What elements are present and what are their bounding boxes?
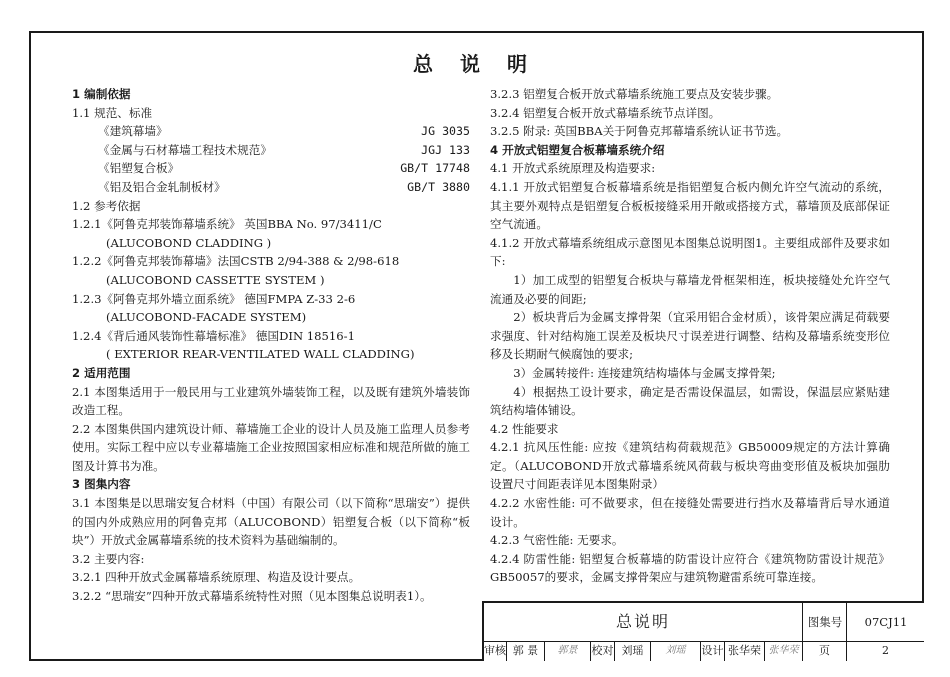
paragraph-4-2-2: 4.2.2 水密性能: 可不做要求，但在接缝处需要进行挡水及幕墙背后导水通道设计。 bbox=[490, 496, 890, 529]
standard-name: 《金属与石材幕墙工程技术规范》 bbox=[98, 142, 272, 157]
drawing-name: 总说明 bbox=[615, 612, 670, 631]
paragraph-2-2: 2.2 本图集供国内建筑设计师、幕墙施工企业的设计人员及施工监理人员参考使用。实际工程中应以专业幕墙施工企业按照国家相应标准和规范所做的施工图及计算书为准。 bbox=[72, 421, 470, 473]
list-item: 4）根据热工设计要求，确定是否需设保温层，如需设，保温层应紧贴建筑结构墙体铺设。 bbox=[490, 384, 890, 418]
reference-english: (ALUCOBOND CLADDING ) bbox=[106, 235, 272, 250]
reference-english: (ALUCOBOND-FACADE SYSTEM) bbox=[106, 310, 307, 325]
checker-name: 刘瑶 bbox=[614, 641, 650, 661]
paragraph-3-2-5: 3.2.5 附录: 英国BBA关于阿鲁克邦幕墙系统认证书节选。 bbox=[490, 124, 789, 139]
title-block-row-top bbox=[484, 603, 924, 642]
paragraph-4-2-3: 4.2.3 气密性能: 无要求。 bbox=[490, 533, 624, 548]
paragraph-3-2-2: 3.2.2 “思瑞安”四种开放式幕墙系统特性对照（见本图集总说明表1）。 bbox=[72, 589, 432, 604]
page-title: 总 说 明 bbox=[413, 52, 537, 76]
reference-line: 1.2.2《阿鲁克邦装饰幕墙》法国CSTB 2/94-388 & 2/98-618 bbox=[72, 254, 400, 269]
reference-line: 1.2.1《阿鲁克邦装饰幕墙系统》 英国BBA No. 97/3411/C bbox=[72, 217, 382, 232]
standard-row bbox=[72, 141, 470, 160]
reference-line: 1.2.3《阿鲁克邦外墙立面系统》 德国FMPA Z-33 2-6 bbox=[72, 291, 356, 306]
standard-name: 《铝塑复合板》 bbox=[98, 161, 180, 176]
section-2-heading: 2 适用范围 bbox=[72, 365, 131, 380]
left-column bbox=[72, 85, 470, 606]
designer-name: 张华荣 bbox=[724, 641, 764, 661]
reference-english: (ALUCOBOND CASSETTE SYSTEM ) bbox=[106, 272, 325, 287]
page-number: 2 bbox=[846, 641, 924, 661]
reference-english: ( EXTERIOR REAR-VENTILATED WALL CLADDING) bbox=[106, 347, 415, 362]
designer-signature: 张华荣 bbox=[764, 641, 802, 661]
list-item: 3）金属转接件: 连接建筑结构墙体与金属支撑骨架; bbox=[513, 365, 776, 380]
atlas-label: 图集号 bbox=[802, 603, 847, 641]
section-3-heading: 3 图集内容 bbox=[72, 477, 131, 492]
paragraph-4-1: 4.1 开放式系统原理及构造要求: bbox=[490, 161, 656, 176]
paragraph-3-2-3: 3.2.3 铝塑复合板开放式幕墙系统施工要点及安装步骤。 bbox=[490, 87, 779, 101]
review-label: 审核 bbox=[484, 644, 506, 657]
paragraph-3-2-4: 3.2.4 铝塑复合板开放式幕墙系统节点详图。 bbox=[490, 105, 721, 120]
paragraph-3-2-1: 3.2.1 四种开放式金属幕墙系统原理、构造及设计要点。 bbox=[72, 570, 361, 585]
standard-code: GB/T 17748 bbox=[400, 161, 470, 176]
reviewer-name: 郭 景 bbox=[506, 641, 544, 661]
paragraph-4-2-4: 4.2.4 防雷性能: 铝塑复合板幕墙的防雷设计应符合《建筑物防雷设计规范》GB50057的要求，金属支撑骨架应与建筑物避雷系统可靠连接。 bbox=[490, 551, 890, 585]
section-4-heading: 4 开放式铝塑复合板幕墙系统介绍 bbox=[490, 142, 665, 157]
standard-code: JG 3035 bbox=[421, 124, 470, 139]
standard-row bbox=[72, 178, 470, 197]
paragraph-3-2: 3.2 主要内容: bbox=[72, 551, 145, 566]
design-label: 设计 bbox=[700, 641, 724, 661]
list-item: 1）加工成型的铝塑复合板块与幕墙龙骨框架相连，板块接缝处允许空气流通及必要的间距; bbox=[490, 272, 890, 306]
paragraph-2-1: 2.1 本图集适用于一般民用与工业建筑外墙装饰工程，以及既有建筑外墙装饰改造工程。 bbox=[72, 384, 470, 418]
standard-code: JGJ 133 bbox=[421, 142, 470, 157]
standard-code: GB/T 3880 bbox=[407, 179, 470, 194]
section-1-heading: 1 编制依据 bbox=[72, 87, 131, 101]
reference-line: 1.2.4《背后通风装饰性幕墙标准》 德国DIN 18516-1 bbox=[72, 328, 355, 343]
standard-row bbox=[72, 159, 470, 178]
right-column bbox=[490, 85, 890, 587]
section-1-2: 1.2 参考依据 bbox=[72, 198, 141, 213]
title-block bbox=[482, 601, 924, 661]
standard-name: 《铝及铝合金轧制板材》 bbox=[98, 179, 226, 194]
list-item: 2）板块背后为金属支撑骨架（宜采用铝合金材质），该骨架应满足荷载要求强度、针对结构施工误差及板块尺寸误差进行调整、结构及幕墙系统变形位移及长期耐气候腐蚀的要求; bbox=[490, 310, 890, 362]
paragraph-4-2-1: 4.2.1 抗风压性能: 应按《建筑结构荷载规范》GB50009规定的方法计算确定。（ALUCOBOND开放式幕墙系统风荷载与板块弯曲变形值及板块加强肋设置尺寸间距表详见本图集附录） bbox=[490, 440, 890, 492]
section-1-1: 1.1 规范、标准 bbox=[72, 105, 153, 120]
paragraph-4-2: 4.2 性能要求 bbox=[490, 421, 559, 436]
standard-row bbox=[72, 122, 470, 141]
paragraph-4-1-1: 4.1.1 开放式铝塑复合板幕墙系统是指铝塑复合板内侧允许空气流动的系统，其主要外观特点是铝塑复合板板接缝采用开敞或搭接方式，幕墙顶及底部保证空气流通。 bbox=[490, 179, 890, 232]
paragraph-4-1-2: 4.1.2 开放式幕墙系统组成示意图见本图集总说明图1。主要组成部件及要求如下: bbox=[490, 235, 890, 269]
reviewer-signature: 郭景 bbox=[544, 641, 590, 661]
check-label: 校对 bbox=[590, 641, 614, 661]
title-block-row-bottom bbox=[484, 641, 924, 661]
atlas-number: 07CJ11 bbox=[846, 603, 925, 641]
paragraph-3-1: 3.1 本图集是以思瑞安复合材料（中国）有限公司（以下简称“思瑞安”）提供的国内外成熟应用的阿鲁克邦（ALUCOBOND）铝塑复合板（以下简称“板块”）开放式金属幕墙系统的技术资料为基础编制的。 bbox=[72, 496, 470, 548]
standard-name: 《建筑幕墙》 bbox=[98, 124, 168, 139]
checker-signature: 刘瑶 bbox=[650, 641, 700, 661]
page-label: 页 bbox=[802, 641, 846, 661]
